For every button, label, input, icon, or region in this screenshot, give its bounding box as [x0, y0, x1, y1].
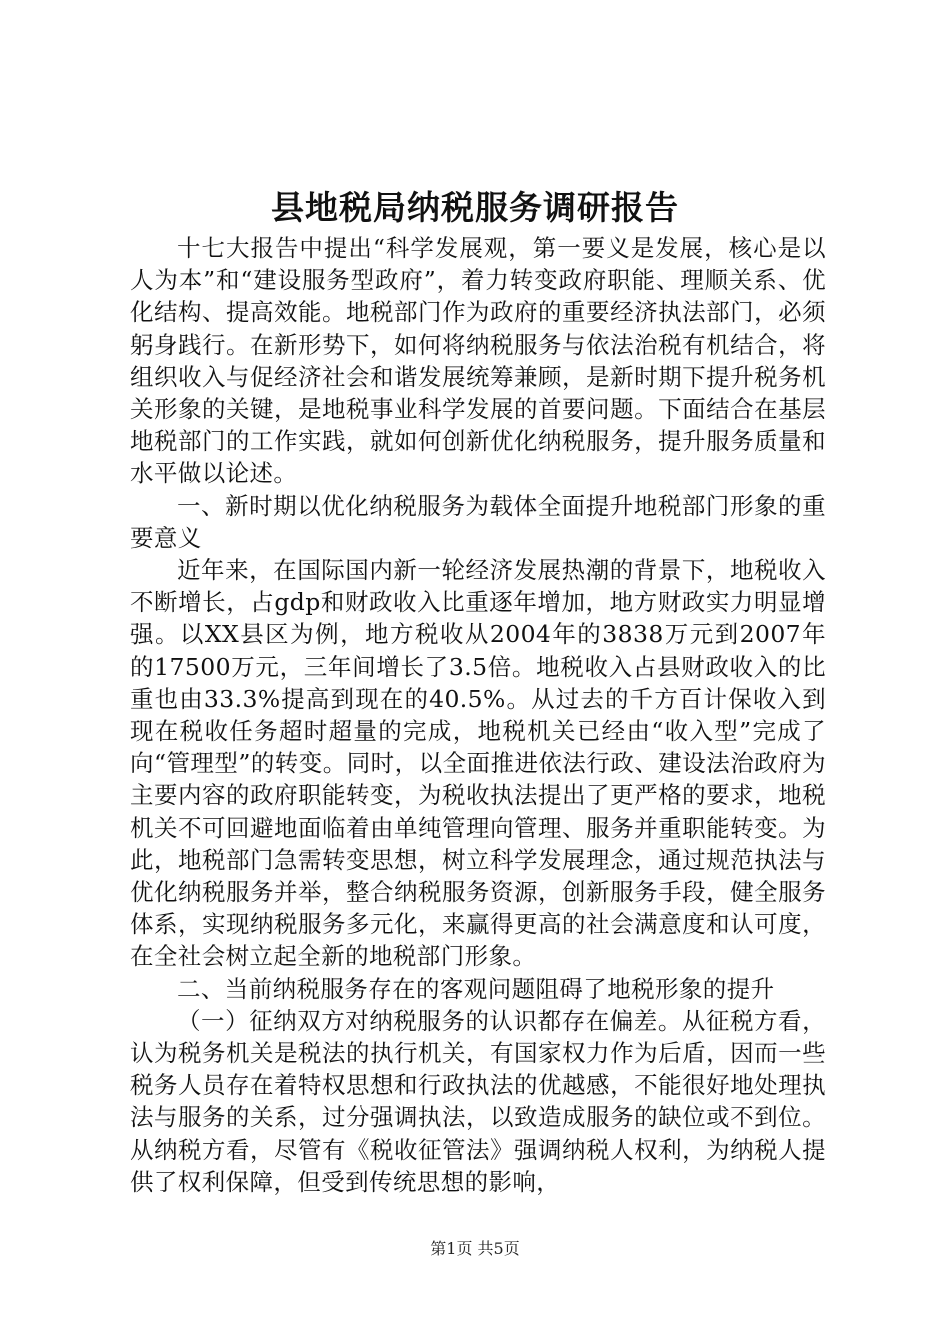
paragraph-section-1: 近年来，在国际国内新一轮经济发展热潮的背景下，地税收入不断增长，占gdp和财政收入比重逐年增加，地方财政实力明显增强。以XX县区为例，地方税收从2004年的3838万元到2007年的17500万元，三年间增长了3.5倍。地税收入占县财政收入的比重也由33.3%提高到现在的40.5%。从过去的千方百计保收入到现在税收任务超时超量的完成，地税机关已经由“收入型”完成了向“管理型”的转变。同时，以全面推进依法行政、建设法治政府为主要内容的政府职能转变，为税收执法提出了更严格的要求，地税机关不可回避地面临着由单纯管理向管理、服务并重职能转变。为此，地税部门急需转变思想，树立科学发展理念，通过规范执法与优化纳税服务并举，整合纳税服务资源，创新服务手段，健全服务体系，实现纳税服务多元化，来赢得更高的社会满意度和认可度，在全社会树立起全新的地税部门形象。 — [130, 556, 826, 971]
document-title: 县地税局纳税服务调研报告 — [271, 188, 679, 227]
section-heading-2: 二、当前纳税服务存在的客观问题阻碍了地税形象的提升 — [177, 974, 775, 1003]
paragraph-intro: 十七大报告中提出“科学发展观，第一要义是发展，核心是以人为本”和“建设服务型政府”，着力转变政府职能、理顺关系、优化结构、提高效能。地税部门作为政府的重要经济执法部门，必须躬身践行。在新形势下，如何将纳税服务与依法治税有机结合，将组织收入与促经济社会和谐发展统筹兼顾，是新时期下提升税务机关形象的关键，是地税事业科学发展的首要问题。下面结合在基层地税部门的工作实践，就如何创新优化纳税服务，提升服务质量和水平做以论述。 — [130, 234, 826, 488]
paragraph-section-2-1: （一）征纳双方对纳税服务的认识都存在偏差。从征税方看，认为税务机关是税法的执行机关，有国家权力作为后盾，因而一些税务人员存在着特权思想和行政执法的优越感，不能很好地处理执法与服务的关系，过分强调执法，以致造成服务的缺位或不到位。从纳税方看，尽管有《税收征管法》强调纳税人权利，为纳税人提供了权利保障，但受到传统思想的影响， — [130, 1006, 826, 1196]
section-heading-1: 一、新时期以优化纳税服务为载体全面提升地税部门形象的重要意义 — [130, 491, 826, 552]
page-number-footer: 第1页 共5页 — [430, 1239, 520, 1258]
document-body — [130, 232, 826, 1198]
